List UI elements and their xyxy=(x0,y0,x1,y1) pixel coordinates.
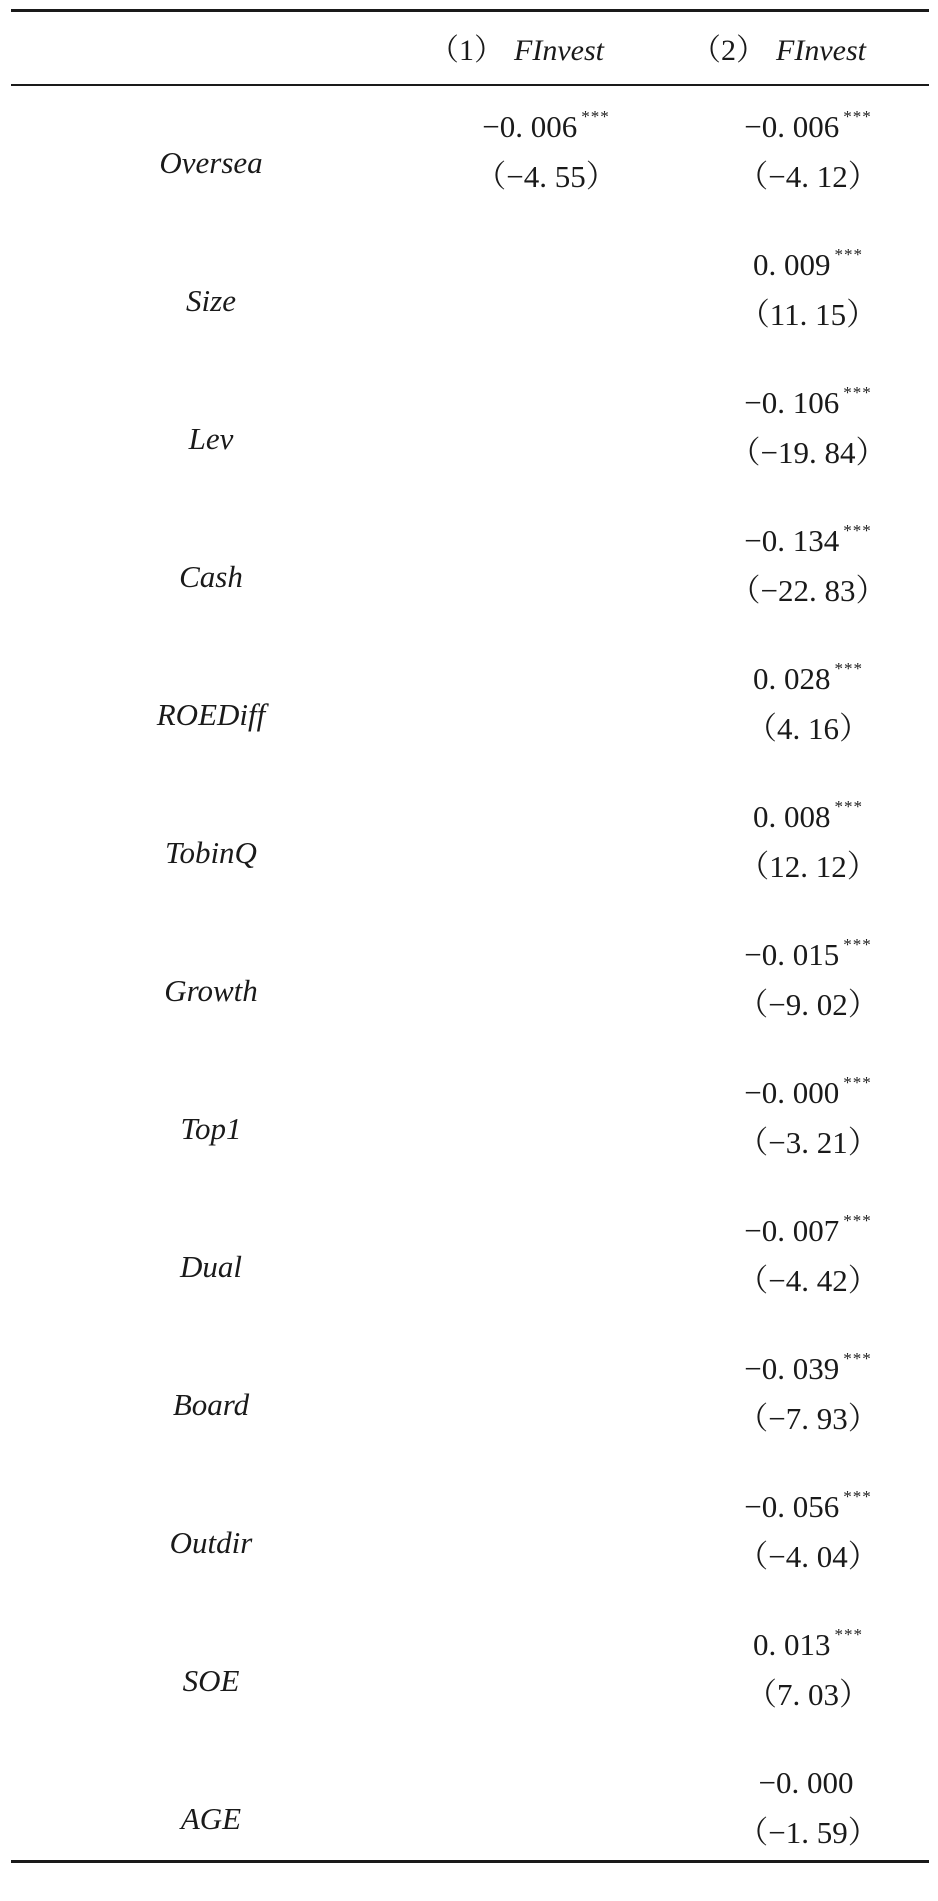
coefficient xyxy=(683,1487,933,1527)
variable-name: Dual xyxy=(180,1249,242,1284)
coefficient xyxy=(683,1625,933,1665)
coefficient xyxy=(683,1763,933,1803)
column-2-cell xyxy=(683,245,933,335)
column-number: （2） xyxy=(691,34,766,67)
coefficient-value: −0. 134 xyxy=(744,523,840,558)
coefficient-value: −0. 015 xyxy=(744,937,840,972)
coefficient xyxy=(683,521,933,561)
coefficient-value: 0. 028 xyxy=(753,661,831,696)
significance-stars: *** xyxy=(834,659,863,678)
table-row xyxy=(11,1763,929,1901)
coefficient xyxy=(683,659,933,699)
variable-name: Oversea xyxy=(159,145,263,180)
table-row xyxy=(11,383,929,521)
variable-name: AGE xyxy=(180,1801,242,1836)
dependent-variable: FInvest xyxy=(514,34,604,67)
coefficient-value: −0. 006 xyxy=(482,109,578,144)
coefficient-value: 0. 008 xyxy=(753,799,831,834)
coefficient-value: −0. 000 xyxy=(744,1075,840,1110)
significance-stars: *** xyxy=(843,1211,872,1230)
table-row xyxy=(11,107,929,245)
t-statistic: （7. 03） xyxy=(746,1677,870,1712)
header-rule xyxy=(11,84,929,86)
column-2-cell xyxy=(683,1073,933,1163)
column-2-cell xyxy=(683,935,933,1025)
variable-name: Board xyxy=(172,1387,250,1422)
column-number: （1） xyxy=(429,34,504,67)
significance-stars: *** xyxy=(834,245,863,264)
t-statistic: （−1. 59） xyxy=(737,1815,879,1850)
table-row xyxy=(11,1349,929,1487)
significance-stars: *** xyxy=(843,1487,872,1506)
t-statistic: （−4. 55） xyxy=(475,159,617,194)
significance-stars: *** xyxy=(843,1073,872,1092)
significance-stars: *** xyxy=(843,383,872,402)
coefficient-value: 0. 013 xyxy=(753,1627,831,1662)
variable-name: Growth xyxy=(164,973,258,1008)
coefficient-value: −0. 000 xyxy=(758,1765,854,1800)
column-2-cell xyxy=(683,1625,933,1715)
column-2-cell xyxy=(683,383,933,473)
coefficient-value: 0. 009 xyxy=(753,247,831,282)
table-row xyxy=(11,1487,929,1625)
table-row xyxy=(11,1625,929,1763)
coefficient xyxy=(683,107,933,147)
significance-stars: *** xyxy=(834,797,863,816)
column-2-cell xyxy=(683,1487,933,1577)
column-1-cell xyxy=(421,107,671,197)
coefficient xyxy=(683,797,933,837)
table-row xyxy=(11,797,929,935)
column-header-1 xyxy=(429,33,604,69)
t-statistic: （−19. 84） xyxy=(729,435,887,470)
t-statistic: （12. 12） xyxy=(738,849,878,884)
coefficient xyxy=(683,1073,933,1113)
coefficient-value: −0. 039 xyxy=(744,1351,840,1386)
coefficient xyxy=(683,383,933,423)
coefficient xyxy=(683,1211,933,1251)
variable-name: SOE xyxy=(182,1663,240,1698)
column-2-cell xyxy=(683,1211,933,1301)
table-header xyxy=(11,9,929,84)
table-row xyxy=(11,659,929,797)
table-row xyxy=(11,935,929,1073)
t-statistic: （−4. 04） xyxy=(737,1539,879,1574)
coefficient xyxy=(683,245,933,285)
coefficient-value: −0. 007 xyxy=(744,1213,840,1248)
t-statistic: （11. 15） xyxy=(738,297,878,332)
table-row xyxy=(11,1073,929,1211)
coefficient xyxy=(683,1349,933,1389)
table-row xyxy=(11,1211,929,1349)
coefficient xyxy=(421,107,671,147)
coefficient-value: −0. 056 xyxy=(744,1489,840,1524)
significance-stars: *** xyxy=(843,1349,872,1368)
bottom-rule xyxy=(11,1860,929,1863)
variable-name: Cash xyxy=(179,559,243,594)
variable-name: Outdir xyxy=(169,1525,253,1560)
column-2-cell xyxy=(683,107,933,197)
t-statistic: （−3. 21） xyxy=(737,1125,879,1160)
significance-stars: *** xyxy=(581,107,610,126)
table-body xyxy=(11,107,929,1901)
variable-name: Size xyxy=(186,283,236,318)
table-row xyxy=(11,245,929,383)
significance-stars: *** xyxy=(843,521,872,540)
regression-table xyxy=(11,9,929,1864)
variable-name: ROEDiff xyxy=(156,697,266,732)
variable-name: Lev xyxy=(188,421,234,456)
significance-stars: *** xyxy=(843,935,872,954)
column-2-cell xyxy=(683,797,933,887)
t-statistic: （−7. 93） xyxy=(737,1401,879,1436)
t-statistic: （−9. 02） xyxy=(737,987,879,1022)
significance-stars: *** xyxy=(843,107,872,126)
t-statistic: （−4. 12） xyxy=(737,159,879,194)
coefficient-value: −0. 106 xyxy=(744,385,840,420)
dependent-variable: FInvest xyxy=(776,34,866,67)
column-2-cell xyxy=(683,1349,933,1439)
coefficient xyxy=(683,935,933,975)
variable-name: TobinQ xyxy=(165,835,257,870)
column-2-cell xyxy=(683,521,933,611)
column-2-cell xyxy=(683,1763,933,1853)
coefficient-value: −0. 006 xyxy=(744,109,840,144)
table-row xyxy=(11,521,929,659)
column-2-cell xyxy=(683,659,933,749)
significance-stars: *** xyxy=(834,1625,863,1644)
t-statistic: （−4. 42） xyxy=(737,1263,879,1298)
column-header-2 xyxy=(691,33,866,69)
t-statistic: （4. 16） xyxy=(746,711,870,746)
t-statistic: （−22. 83） xyxy=(729,573,887,608)
variable-name: Top1 xyxy=(180,1111,242,1146)
